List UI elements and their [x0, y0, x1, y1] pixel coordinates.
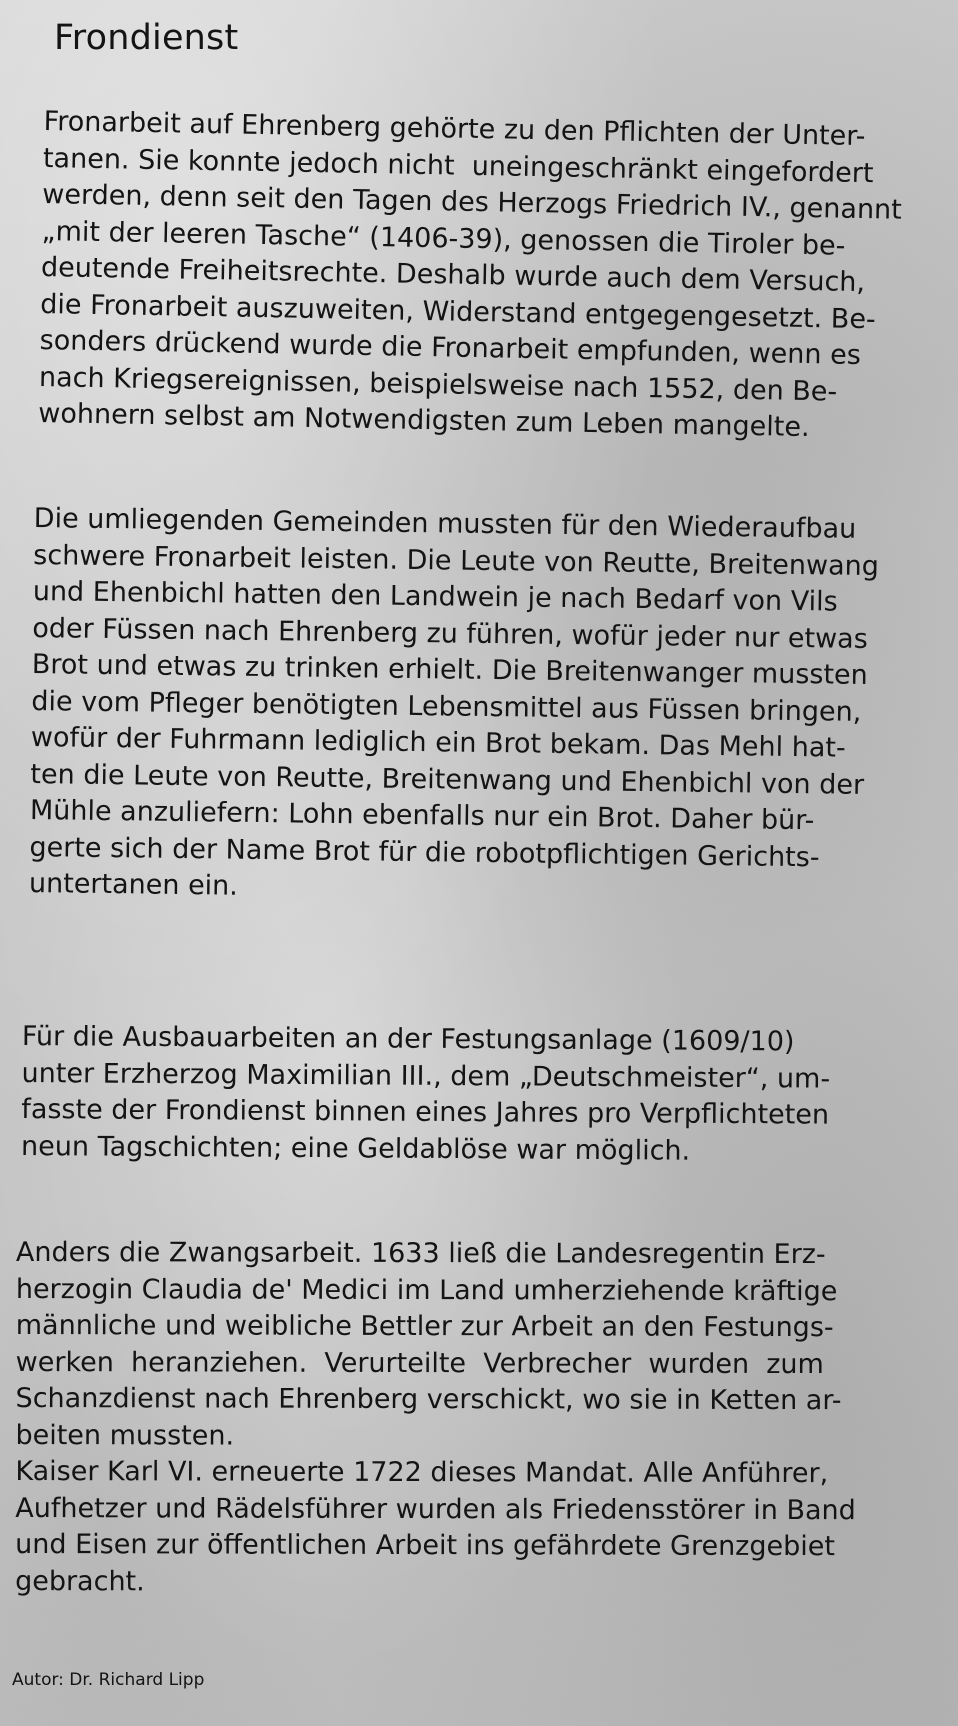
paragraph-zwangsarbeit: Anders die Zwangsarbeit. 1633 ließ die Landesregentin Erz- herzogin Claudia de' Medici im Land umherziehende kräftige männliche und weibliche Bettler zur Arbeit an den Festungs- werken heranziehen. Verurteilte Verbrecher wurden zum Schanzdienst nach Ehrenberg verschickt, wo sie in Ketten ar- beiten mussten. Kaiser Karl VI. erneuerte 1722 dieses Mandat. Alle Anführer, Aufhetzer und Rädelsführer wurden als Friedensstörer in Band und Eisen zur öffentlichen Arbeit ins gefährdete Grenzgebiet gebracht.	[15, 1237, 856, 1597]
author-credit: Autor: Dr. Richard Lipp	[12, 1670, 205, 1690]
paragraph-gemeinden: Die umliegenden Gemeinden mussten für den Wiederaufbau schwere Fronarbeit leisten. Die Leute von Reutte, Breitenwang und Ehenbichl hatten den Landwein je nach Bedarf von Vils oder Füssen nach Ehrenberg zu führen, wofür jeder nur etwas Brot und etwas zu trinken erhielt. Die Breitenwanger mussten die vom Pfleger benötigten Lebensmittel aus Füssen bringen, wofür der Fuhrmann lediglich ein Brot bekam. Das Mehl hat- ten die Leute von Reutte, Breitenwang und Ehenbichl von der Mühle anzuliefern: Lohn ebenfalls nur ein Brot. Daher bür- gerte sich der Name Brot für die robotpflichtigen Gerichts- untertanen ein.	[28, 502, 880, 902]
paragraph-fronarbeit: Fronarbeit auf Ehrenberg gehörte zu den Pflichten der Unter- tanen. Sie konnte jedoch nicht uneingeschränkt eingefordert werden, denn seit den Tagen des Herzogs Friedrich IV., genannt „mit der leeren Tasche“ (1406-39), genossen die Tiroler be- deutende Freiheitsrechte. Deshalb wurde auch dem Versuch, die Fronarbeit auszuweiten, Widerstand entgegengesetzt. Be- sonders drückend wurde die Fronarbeit empfunden, wenn es nach Kriegsereignissen, beispielsweise nach 1552, den Be- wohnern selbst am Notwendigsten zum Leben mangelte.	[38, 105, 903, 444]
paragraph-ausbauarbeiten: Für die Ausbauarbeiten an der Festungsanlage (1609/10) unter Erzherzog Maximilian III., dem „Deutschmeister“, um- fasste der Frondienst binnen eines Jahres pro Verpflichteten neun Tagschichten; eine Geldablöse war möglich.	[21, 1020, 831, 1167]
sign-title: Frondienst	[54, 18, 239, 58]
